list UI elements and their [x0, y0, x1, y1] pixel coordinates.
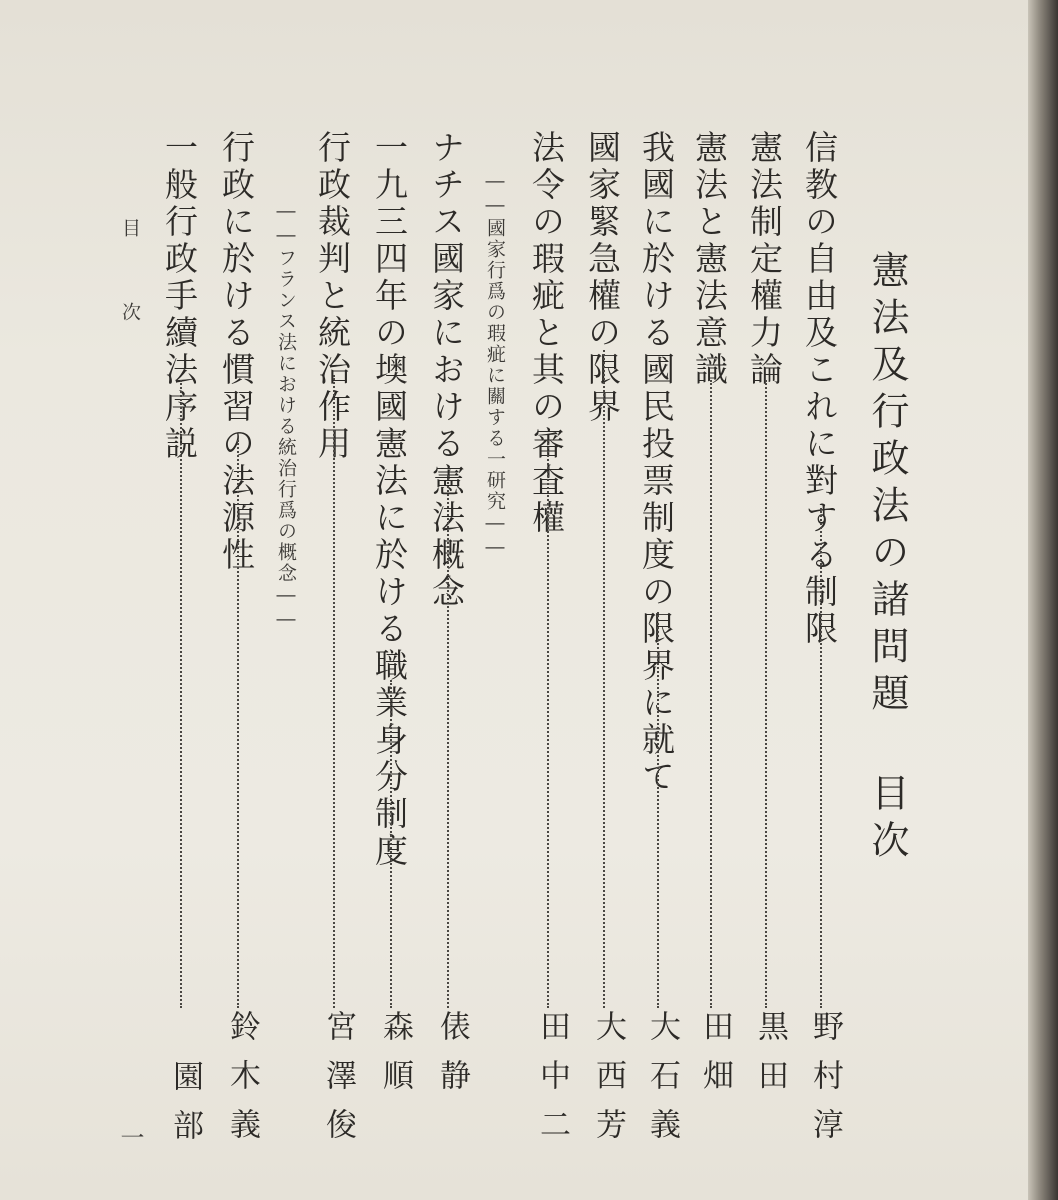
dot-leader	[390, 680, 392, 1008]
dot-leader	[237, 440, 239, 1008]
book-spine-shadow	[1028, 0, 1058, 1200]
entry-author: 鈴木義	[224, 1010, 260, 1157]
entry-author: 田中二	[534, 1010, 570, 1157]
page-title: 憲法及行政法の諸問題 目次	[865, 250, 909, 867]
entry-title: 一九三四年の墺國憲法に於ける職業身分制度	[370, 130, 409, 870]
entry-subtitle: ――フランス法における統治行爲の概念――	[275, 200, 297, 632]
entry-author: 大西芳	[590, 1010, 626, 1157]
dot-leader	[603, 350, 605, 1008]
entry-title: 憲法と憲法意識	[690, 130, 729, 389]
entry-author: 園部	[167, 1060, 203, 1158]
entry-title: 憲法制定權力論	[745, 130, 784, 389]
entry-title: 法令の瑕疵と其の審査權	[527, 130, 566, 537]
entry-author: 大石義	[644, 1010, 680, 1157]
entry-title: 行政裁判と統治作用	[313, 130, 352, 463]
entry-title: 一般行政手續法序説	[160, 130, 199, 463]
entry-title: 行政に於ける慣習の法源性	[217, 130, 256, 574]
footer-label: 次	[119, 302, 141, 321]
dot-leader	[820, 508, 822, 1008]
dot-leader	[547, 440, 549, 1008]
footer-label: 目	[119, 218, 141, 237]
entry-author: 野村淳	[807, 1010, 843, 1157]
entry-title: 信教の自由及これに對する制限	[800, 130, 839, 648]
entry-subtitle: ――國家行爲の瑕疵に關する一研究――	[484, 170, 506, 560]
entry-author: 宮澤俊	[320, 1010, 356, 1157]
dot-leader	[333, 375, 335, 1008]
entry-title: 國家緊急權の限界	[583, 130, 622, 426]
dot-leader	[447, 475, 449, 1008]
dot-leader	[180, 380, 182, 1008]
dot-leader	[765, 380, 767, 1008]
entry-title: 我國に於ける國民投票制度の限界に就て	[637, 130, 676, 796]
entry-author: 田畑	[697, 1010, 733, 1108]
page-number: 一	[116, 1125, 144, 1149]
entry-author: 俵静	[434, 1010, 470, 1108]
entry-author: 森順	[377, 1010, 413, 1108]
dot-leader	[710, 380, 712, 1008]
entry-author: 黒田	[752, 1010, 788, 1108]
entry-title: ナチス國家における憲法概念	[427, 130, 466, 611]
dot-leader	[657, 612, 659, 1008]
